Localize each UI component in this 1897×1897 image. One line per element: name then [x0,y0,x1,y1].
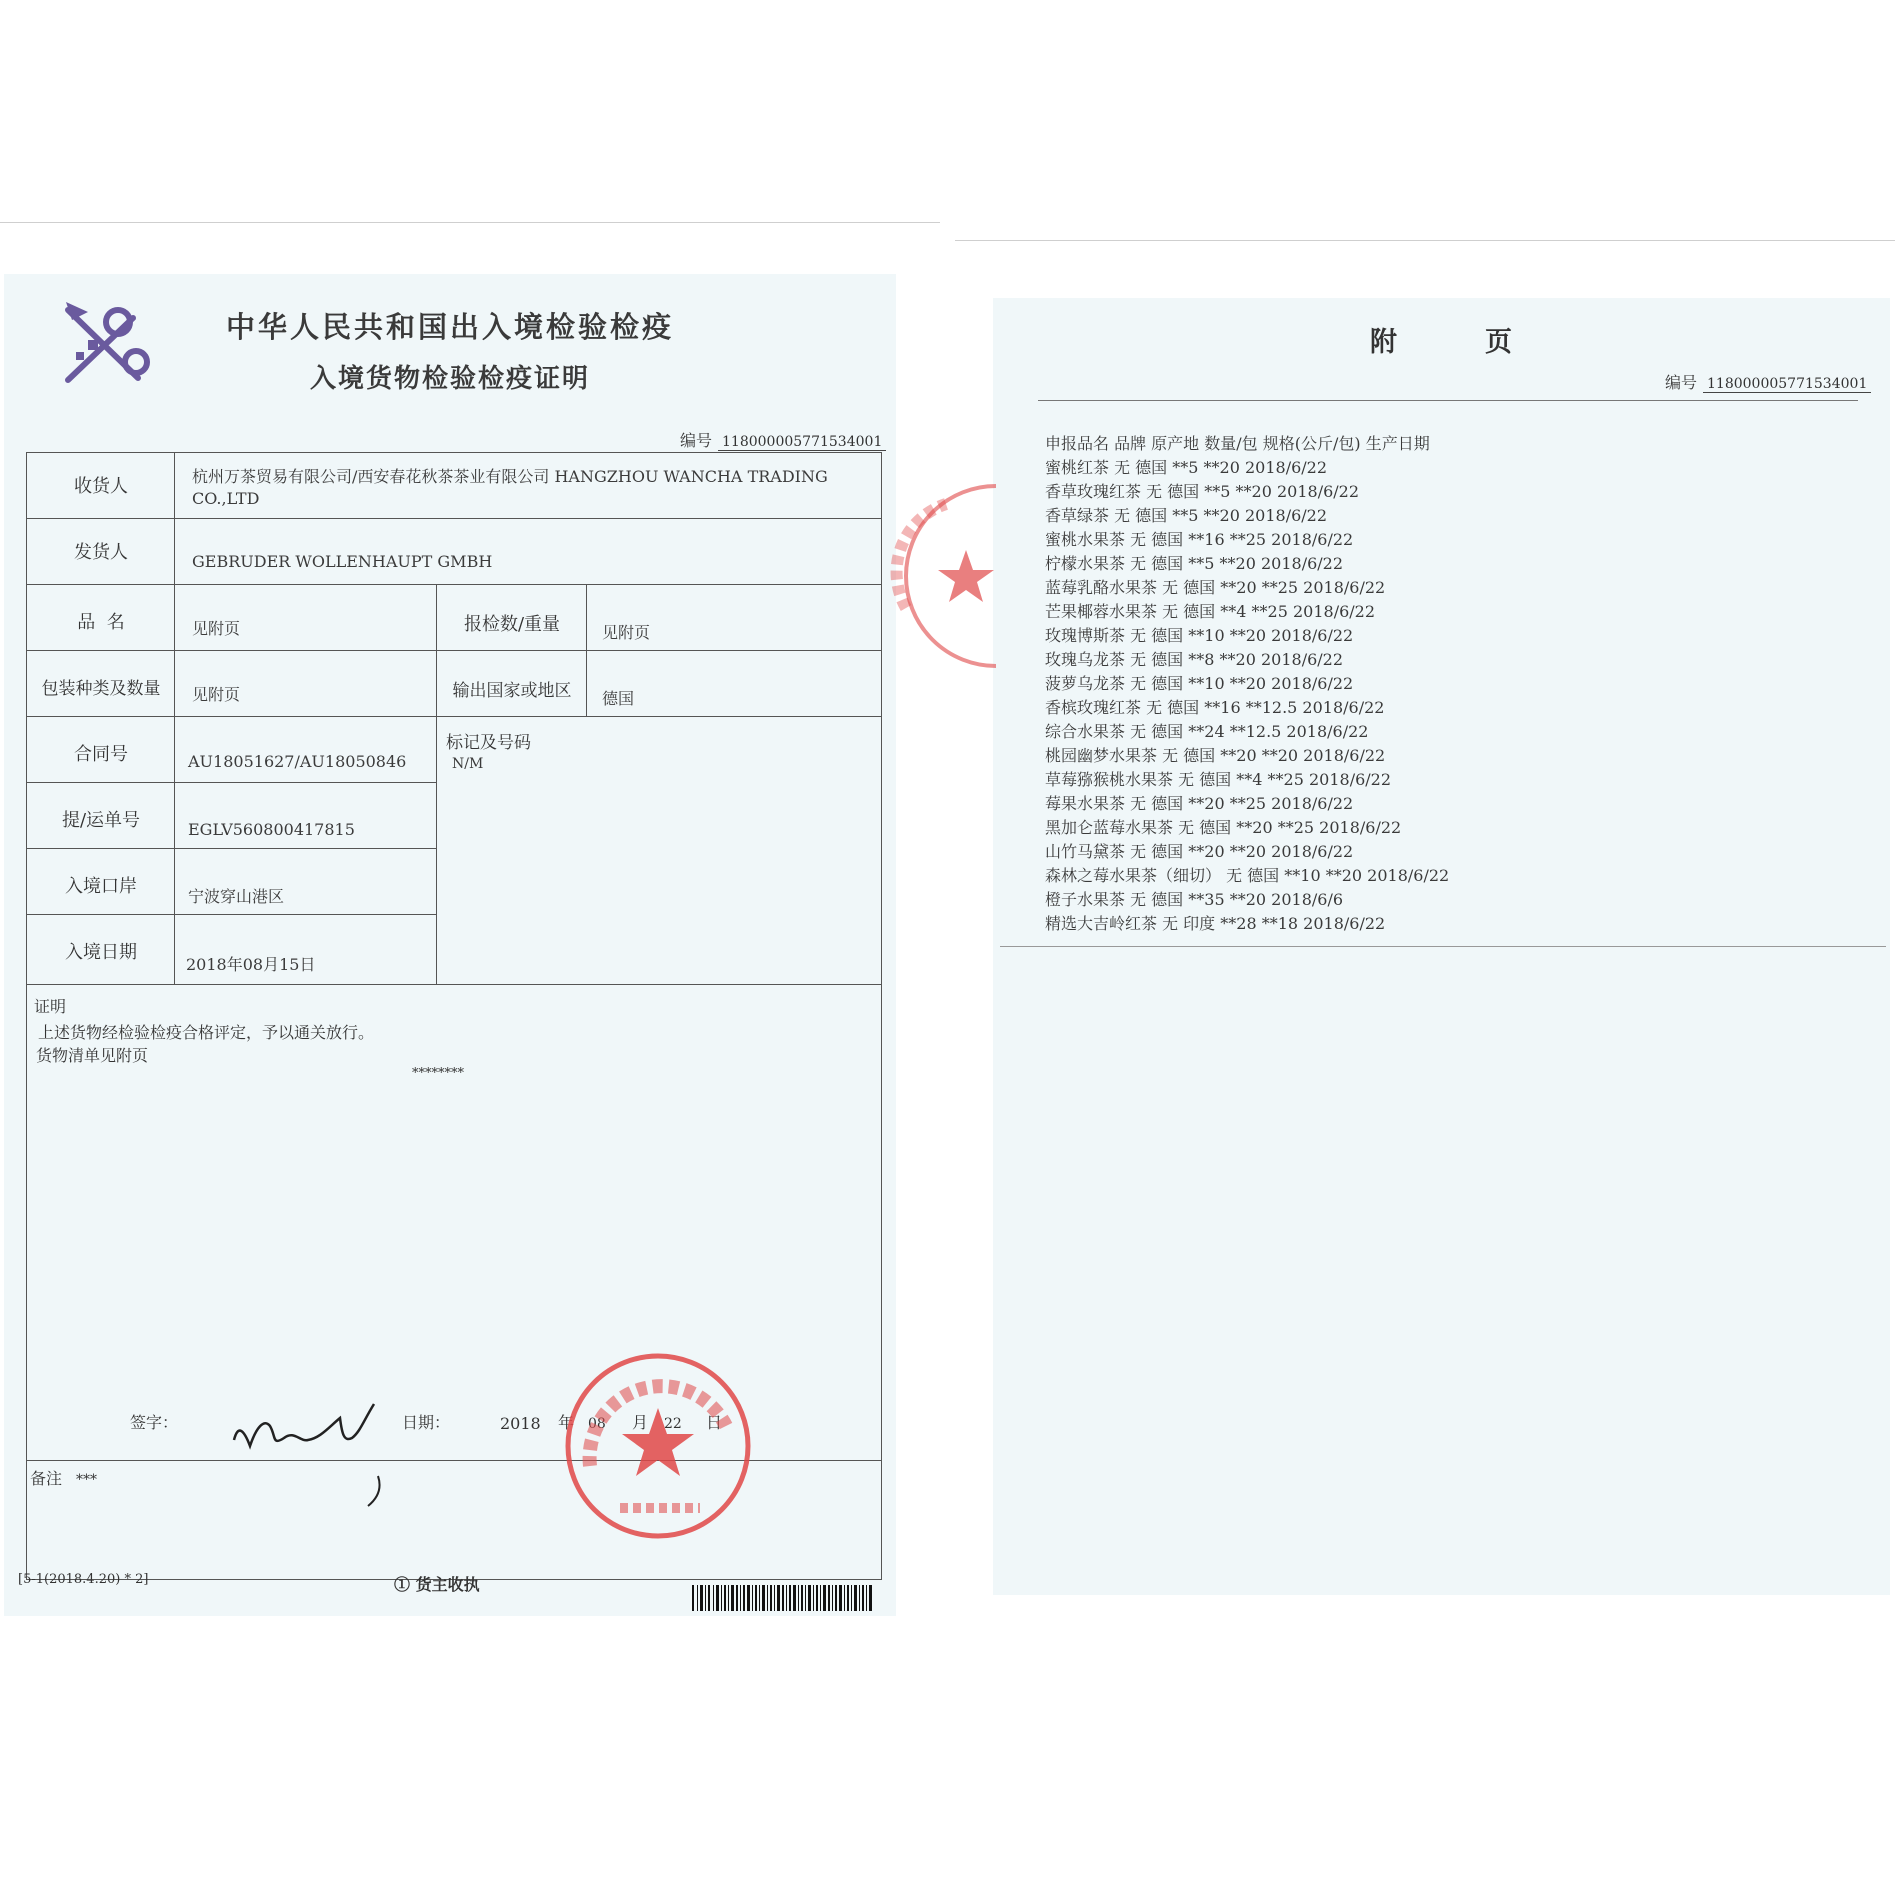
marks-value: N/M [452,756,484,772]
list-item: 桃园幽梦水果茶 无 德国 **20 **20 2018/6/22 [1045,746,1386,765]
goods-name-value: 见附页 [192,619,241,638]
attachment-serial [1665,370,1871,393]
list-item: 橙子水果茶 无 德国 **35 **20 2018/6/6 [1045,890,1344,909]
entry-date-value: 2018年08月15日 [186,955,316,974]
list-item: 菠萝乌龙茶 无 德国 **10 **20 2018/6/22 [1045,674,1354,693]
attachment-list-end-rule [1000,946,1886,947]
sign-day-unit: 日 [706,1413,723,1432]
origin-country-label: 输出国家或地区 [452,681,572,701]
list-item: 综合水果茶 无 德国 **24 **12.5 2018/6/22 [1045,722,1369,741]
contract-number-label: 合同号 [74,744,128,765]
list-item: 蜜桃红茶 无 德国 **5 **20 2018/6/22 [1045,458,1328,477]
list-item: 黑加仑蓝莓水果茶 无 德国 **20 **25 2018/6/22 [1045,818,1402,837]
attachment-rule [1038,400,1858,401]
attachment-title-left: 附 [1370,327,1399,358]
attachment-goods-list [1045,432,1845,936]
attachment-list-header: 申报品名 品牌 原产地 数量/包 规格(公斤/包) 生产日期 [1045,434,1430,453]
attachment-title-right: 页 [1485,327,1514,358]
barcode [692,1585,872,1611]
remark-label: 备注 [30,1469,63,1488]
attachment-title [1370,320,1514,359]
list-item: 香草玫瑰红茶 无 德国 **5 **20 2018/6/22 [1045,482,1360,501]
entry-date-label: 入境日期 [65,942,137,963]
certificate-title-sub: 入境货物检验检疫证明 [309,364,590,394]
sign-date-prefix: 日期： [402,1413,451,1432]
goods-name-label: 品 名 [77,612,125,633]
sign-day: 22 [664,1416,682,1432]
statement-label: 证明 [34,997,67,1016]
marks-label: 标记及号码 [446,733,531,753]
sign-year-unit: 年 [558,1413,575,1432]
contract-number-value: AU18051627/AU18050846 [188,752,407,771]
top-fold-line-right [955,240,1895,241]
entry-port-label: 入境口岸 [65,876,137,897]
list-item: 莓果水果茶 无 德国 **20 **25 2018/6/22 [1045,794,1354,813]
origin-country-value: 德国 [602,689,635,708]
list-item: 玫瑰博斯茶 无 德国 **10 **20 2018/6/22 [1045,626,1354,645]
top-fold-line-left [0,222,940,223]
certificate-serial [680,428,886,451]
list-item: 森林之莓水果茶（细切） 无 德国 **10 **20 2018/6/22 [1045,866,1450,885]
list-item: 香草绿茶 无 德国 **5 **20 2018/6/22 [1045,506,1328,525]
inspection-emblem-icon [58,300,158,390]
attachment-serial-number: 118000005771534001 [1703,376,1871,393]
handwritten-signature [228,1398,408,1513]
partial-seal-stamp [876,478,1036,674]
list-item: 精选大吉岭红茶 无 印度 **28 **18 2018/6/22 [1045,914,1386,933]
list-item: 芒果椰蓉水果茶 无 德国 **4 **25 2018/6/22 [1045,602,1376,621]
consignor-value: GEBRUDER WOLLENHAUPT GMBH [192,552,493,571]
sign-month: 08 [588,1416,606,1432]
list-item: 柠檬水果茶 无 德国 **5 **20 2018/6/22 [1045,554,1344,573]
bill-of-lading-value: EGLV560800417815 [188,820,355,839]
quantity-weight-value: 见附页 [602,623,651,642]
list-item: 玫瑰乌龙茶 无 德国 **8 **20 2018/6/22 [1045,650,1344,669]
certificate-field-table [26,452,882,985]
statement-stars: ******** [412,1066,464,1081]
sign-year: 2018 [500,1414,541,1433]
serial-label: 编号 [680,431,713,450]
attachment-serial-label: 编号 [1665,373,1698,392]
list-item: 草莓猕猴桃水果茶 无 德国 **4 **25 2018/6/22 [1045,770,1392,789]
copy-note: ① 货主收执 [394,1575,480,1594]
remark-value: *** [76,1472,97,1488]
quantity-weight-label: 报检数/重量 [463,614,561,635]
serial-number: 118000005771534001 [718,434,886,451]
official-seal-stamp [560,1348,756,1544]
consignee-value: 杭州万茶贸易有限公司/西安春花秋茶茶业有限公司 HANGZHOU WANCHA TRADING CO.,LTD [192,467,828,508]
entry-port-value: 宁波穿山港区 [188,887,285,906]
consignee-label: 收货人 [74,476,128,497]
packing-label: 包装种类及数量 [41,679,161,699]
sign-month-unit: 月 [632,1413,649,1432]
certificate-title-main: 中华人民共和国出入境检验检疫 [225,310,674,344]
packing-value: 见附页 [192,685,241,704]
bill-of-lading-label: 提/运单号 [61,810,141,831]
list-item: 蓝莓乳酪水果茶 无 德国 **20 **25 2018/6/22 [1045,578,1386,597]
signature-label: 签字： [130,1413,179,1432]
statement-line-1: 上述货物经检验检疫合格评定，予以通关放行。 [38,1023,375,1042]
statement-line-2: 货物清单见附页 [36,1046,149,1065]
form-code: [5-1(2018.4.20) * 2] [18,1572,149,1587]
list-item: 山竹马黛茶 无 德国 **20 **20 2018/6/22 [1045,842,1354,861]
list-item: 香槟玫瑰红茶 无 德国 **16 **12.5 2018/6/22 [1045,698,1385,717]
list-item: 蜜桃水果茶 无 德国 **16 **25 2018/6/22 [1045,530,1354,549]
consignor-label: 发货人 [74,542,128,563]
